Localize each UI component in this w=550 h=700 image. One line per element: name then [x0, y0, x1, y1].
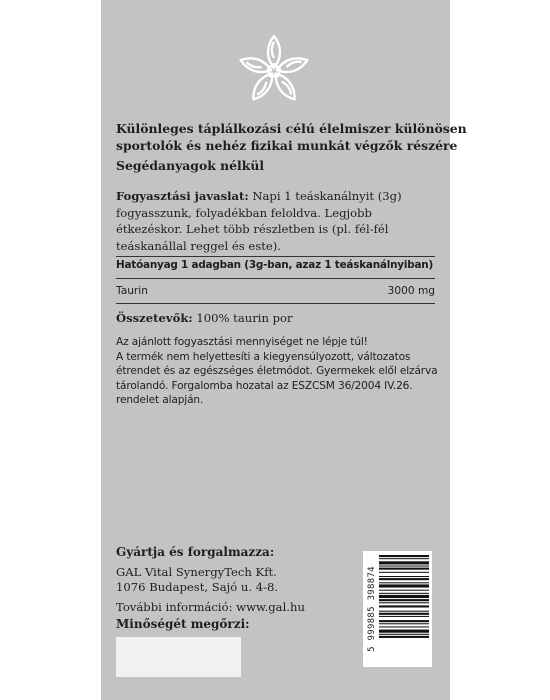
- table-row: [116, 285, 435, 297]
- barcode-bar: [379, 636, 429, 638]
- manufacturer-name: GAL Vital SynergyTech Kft.: [116, 565, 277, 579]
- ingredients-table-header: Hatóanyag 1 adagban (3g-ban, azaz 1 teáskanálnyiban): [116, 259, 434, 271]
- more-info: További információ: www.gal.hu: [116, 600, 305, 614]
- warning-line-2: A termék nem helyettesíti a kiegyensúlyozott, változatos étrendet és az egészséges életmódot. Gyermekek elől elzárva tárolandó. Forgalomba hozatal az ESZCSM 36/2004 IV.26. rendelet alapján.: [116, 350, 438, 406]
- barcode: [363, 551, 432, 667]
- barcode-bar: [379, 584, 429, 587]
- barcode-bar: [379, 555, 429, 557]
- table-header-rule: [116, 278, 435, 279]
- composition-label: Összetevők:: [116, 311, 193, 325]
- best-before-label: Minőségét megőrzi:: [116, 617, 250, 631]
- product-label: [101, 0, 467, 700]
- best-before-date-box: [116, 637, 241, 677]
- warning-text: [116, 335, 441, 408]
- barcode-bar: [379, 561, 429, 564]
- barcode-bar: [379, 634, 429, 635]
- barcode-number: 5 999885 398874: [367, 566, 377, 652]
- barcode-bar: [379, 576, 429, 577]
- barcode-bar: [379, 630, 429, 633]
- usage-text: Napi 1 teáskanálnyit (3g) fogyasszunk, folyadékban feloldva. Legjobb étkezéskor. Lehet több részletben is (pl. fél-fél teáskanállal reggel és este).: [116, 189, 402, 253]
- composition: [116, 311, 293, 325]
- barcode-bar: [379, 578, 429, 580]
- barcode-bar: [379, 616, 429, 617]
- manufacturer-label: Gyártja és forgalmazza:: [116, 545, 275, 559]
- barcode-bar: [379, 582, 429, 583]
- flower-logo-icon: [233, 28, 315, 110]
- barcode-bar: [379, 605, 429, 607]
- usage-recommendation: [116, 188, 436, 254]
- barcode-bar: [379, 558, 429, 559]
- barcode-bar: [379, 620, 429, 622]
- headline-line-2: sportolók és nehéz fizikai munkát végzők részére: [116, 138, 458, 153]
- headline-line-1: Különleges táplálkozási célú élelmiszer különösen: [116, 121, 467, 136]
- barcode-bar: [379, 595, 429, 598]
- usage-label: Fogyasztási javaslat:: [116, 189, 249, 203]
- barcode-bar: [379, 572, 429, 573]
- manufacturer-address: 1076 Budapest, Sajó u. 4-8.: [116, 580, 279, 594]
- barcode-bar: [379, 602, 429, 603]
- table-bottom-rule: [116, 303, 435, 304]
- warning-line-1: Az ajánlott fogyasztási mennyiséget ne lépje túl!: [116, 336, 368, 348]
- barcode-bar: [379, 613, 429, 615]
- ingredient-name: Taurin: [116, 285, 148, 297]
- barcode-bar: [379, 599, 429, 601]
- barcode-bar: [379, 566, 429, 567]
- table-top-rule: [116, 256, 435, 257]
- product-category: [116, 120, 467, 154]
- barcode-bar: [379, 590, 429, 591]
- barcode-bar: [379, 626, 429, 627]
- barcode-bar: [379, 593, 429, 594]
- barcode-bar: [379, 611, 429, 612]
- barcode-bar: [379, 568, 429, 570]
- composition-text: 100% taurin por: [192, 311, 293, 325]
- ingredient-amount: 3000 mg: [387, 285, 435, 297]
- barcode-bar: [379, 623, 429, 624]
- no-additives-note: Segédanyagok nélkül: [116, 158, 265, 173]
